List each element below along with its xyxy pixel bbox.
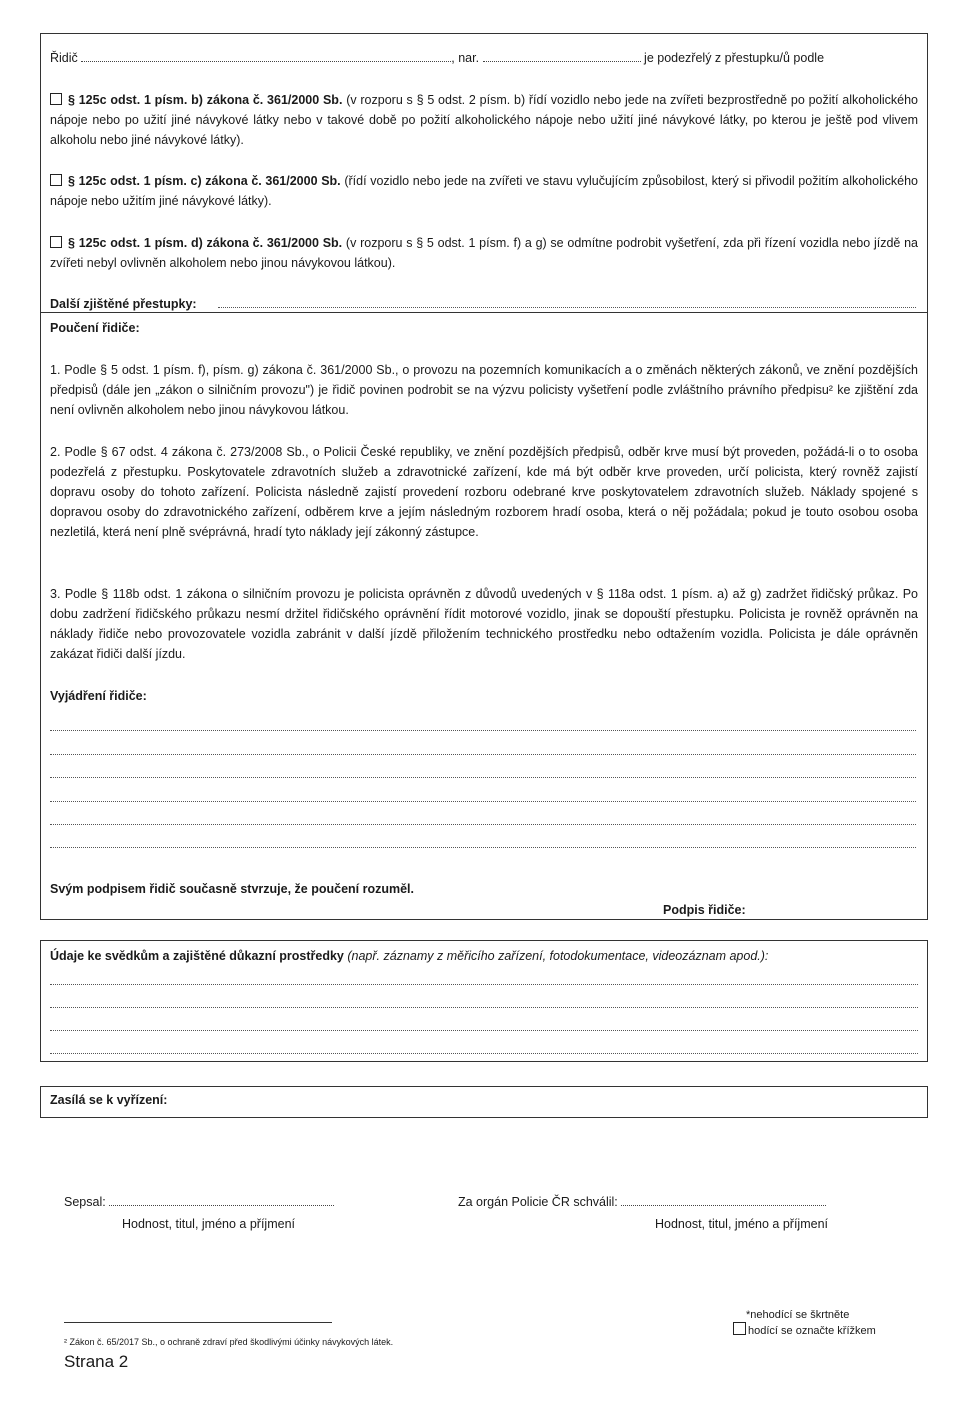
instruction-paragraph-2: 2. Podle § 67 odst. 4 zákona č. 273/2008 Sb., o Policii České republiky, ve znění pozdějších předpisů, odběr krve musí být proveden, požádá-li o to osoba podezřelá z přestupku. Poskytovatele zdravotních služeb a zdravotnické zařízení, kde má být odběr krve proveden, určí policista, který rovněž zajistí dopravu osoby do tohoto zařízení. Policista následně zajistí provedení rozboru odebrané krve poskytovatelem zdravotních služeb. Náklady spojené s dopravou osoby do zdravotnického zařízení, odběrem krve a jejím následným rozborem hradí osoba, která o něj požádala; pokud je touto osobou osoba nezletilá, která není plně svéprávná, hradí tyto náklady její zákonný zástupce. [50,445,918,539]
approved-sub: Hodnost, titul, jméno a příjmení [655,1217,828,1231]
witness-line-2[interactable] [50,1007,918,1008]
driver-line [50,48,824,68]
witness-heading [50,946,768,966]
suspect-text: je podezřelý z přestupku/ů podle [644,51,825,65]
instruction-paragraph-1: 1. Podle § 5 odst. 1 písm. f), písm. g) zákona č. 361/2000 Sb., o provozu na pozemních komunikacích a o změnách některých zákonů, ve znění pozdějších předpisů (dále jen „zákon o silničním provozu") je řidič povinen podrobit se na výzvu policisty vyšetření podle zvláštního právního předpisu² ke zjištění zda není ovlivněn alkoholem nebo jinou návykovou látkou. [50,363,918,417]
compiled-by [64,1192,334,1212]
statement-line-4[interactable] [50,801,916,802]
witness-line-1[interactable] [50,984,918,985]
statement-confirm: Svým podpisem řidič současně stvrzuje, že poučení rozuměl. [50,882,414,896]
approved-by [458,1192,826,1212]
compiled-label: Sepsal: [64,1195,106,1209]
witness-title: Údaje ke svědkům a zajištěné důkazní prostředky [50,949,344,963]
witness-note: (např. záznamy z měřicího zařízení, fotodokumentace, videozáznam apod.): [347,949,769,963]
footnote-rule [64,1322,332,1323]
page-number: Strana 2 [64,1352,129,1371]
statement-line-3[interactable] [50,777,916,778]
compiled-sub: Hodnost, titul, jméno a příjmení [122,1217,295,1231]
witness-line-3[interactable] [50,1030,918,1031]
offense-1-checkbox[interactable] [50,93,62,105]
driver-signature-label: Podpis řidiče: [663,903,746,917]
other-offenses-label: Další zjištěné přestupky: [50,297,197,311]
offense-3-desc: (v rozporu s § 5 odst. 1 písm. f) a g) se odmítne podrobit vyšetření, zda při řízení vozidla nebo jízdě na zvířeti nebyl ovlivněn alkoholem nebo jinou návykovou látkou). [50,236,918,270]
offense-2 [50,171,918,211]
approved-field[interactable] [621,1193,826,1206]
driver-name-field[interactable] [81,49,451,62]
forward-label: Zasílá se k vyřízení: [50,1093,168,1107]
forward-section-box [40,1086,928,1118]
offense-3-ref: § 125c odst. 1 písm. d) zákona č. 361/2000 Sb. [68,236,343,250]
offense-1 [50,90,918,150]
birth-date-field[interactable] [483,49,641,62]
instruction-title: Poučení řidiče: [50,321,140,335]
legend-cross-text: hodící se označte křížkem [748,1325,876,1337]
compiled-field[interactable] [109,1193,334,1206]
offense-2-desc: (řídí vozidlo nebo jede na zvířeti ve stavu vylučujícím způsobilost, který si přivodil požitím alkoholického nápoje nebo užitím jiné návykové látky). [50,174,918,208]
offense-1-desc: (v rozporu s § 5 odst. 2 písm. b) řídí vozidlo nebo jede na zvířeti bezprostředně po požití alkoholického nápoje nebo po užití jiné návykové látky nebo v takové době po požití alkoholického nápoje nebo užití jiné návykové látky, po kterou je ještě pod vlivem alkoholu nebo jiné návykové látky). [50,93,918,147]
offense-1-ref: § 125c odst. 1 písm. b) zákona č. 361/2000 Sb. [68,93,343,107]
statement-title: Vyjádření řidiče: [50,689,147,703]
instruction-paragraph-3: 3. Podle § 118b odst. 1 zákona o silničním provozu je policista oprávněn z důvodů uvedených v § 118a odst. 1 písm. a) až g) zadržet řidičský průkaz. Po dobu zadržení řidičského průkazu nesmí držitel řidičského oprávnění řídit motorové vozidlo, jinak se dopouští přestupku. Policista je rovněž oprávněn na náklady řidiče nebo provozovatele vozidla zabránit v další jízdě přiložením technického prostředku nebo odtažením vozidla. Policista je dále oprávněn zakázat řidiči další jízdu. [50,587,918,661]
witness-line-4[interactable] [50,1053,918,1054]
other-offenses-field[interactable] [218,307,916,308]
approved-label: Za orgán Policie ČR schválil: [458,1195,618,1209]
legend-cross [733,1321,876,1341]
driver-label: Řidič [50,51,78,65]
born-label: , nar. [451,51,480,65]
statement-line-6[interactable] [50,847,916,848]
offense-3 [50,233,918,273]
legend-strike: *nehodící se škrtněte [746,1309,850,1321]
legend-checkbox [733,1322,746,1335]
statement-line-1[interactable] [50,730,916,731]
statement-line-5[interactable] [50,824,916,825]
footnote: ² Zákon č. 65/2017 Sb., o ochraně zdraví před škodlivými účinky návykových látek. [64,1337,394,1347]
statement-line-2[interactable] [50,754,916,755]
offense-3-checkbox[interactable] [50,236,62,248]
offense-2-ref: § 125c odst. 1 písm. c) zákona č. 361/2000 Sb. [68,174,341,188]
offense-2-checkbox[interactable] [50,174,62,186]
